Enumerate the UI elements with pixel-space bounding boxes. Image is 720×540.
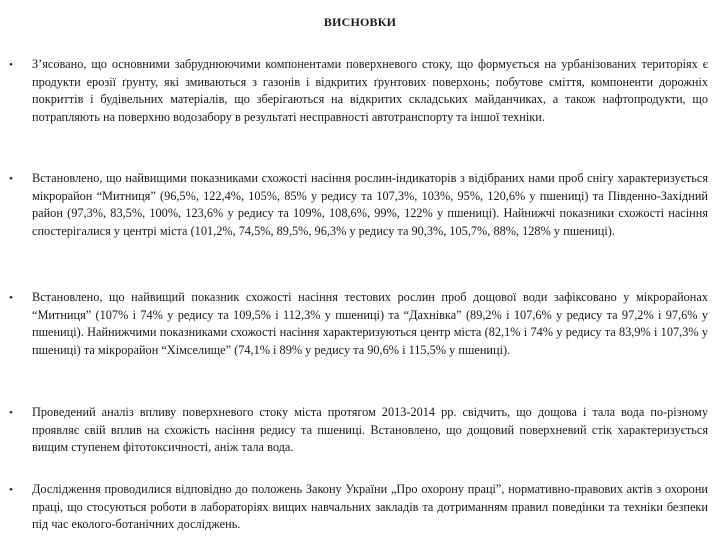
bullet-icon: • [9,292,13,304]
page-title: ВИСНОВКИ [323,15,397,29]
bullet-icon: • [9,173,13,185]
bullet-icon: • [9,484,13,496]
conclusion-text-2: Встановлено, що найвищими показниками схожості насіння рослин-індикаторів з відібраних нами проб снігу характеризується мікрорайон “Митниця” (96,5%, 122,4%, 105%, 85% у редису та 107,3%, 103%, 95%, 120,6% у пшениці) та Південно-Західний район (97,3%, 83,5%, 100%, 123,6% у редису та 109%, 108,6%, 99%, 122% у пшениці). Найнижчі показники схожості насіння спостерігалися у центрі міста (101,2%, 74,5%, 89,5%, 96,3% у редису та 90,3%, 105,7%, 88%, 128% у пшениці). [32,171,708,238]
bullet-icon: • [9,59,13,71]
conclusion-text-3: Встановлено, що найвищий показник схожості насіння тестових рослин проб дощової води зафіксовано у мікрорайонах “Митниця” (107% і 74% у редису та 109,5% і 112,3% у пшениці) та “Дахнівка” (89,2% і 107,6% у редису та 97,2% і 97,6% у пшениці). Найнижчими показниками схожості насіння характеризуються центр міста (82,1% і 74% у редису та 83,9% і 107,3% у пшениці) та мікрорайон “Хімселище” (74,1% і 89% у редису та 90,6% і 115,5% у пшениці). [32,290,708,357]
conclusion-text-4: Проведений аналіз впливу поверхневого стоку міста протягом 2013-2014 рр. свідчить, що дощова і тала вода по-різному проявляє свій вплив на схожість насіння редису та пшениці. Встановлено, що дощовий поверхневий стік характеризується вищим ступенем фітотоксичності, аніж тала вода. [32,405,708,454]
conclusion-text-1: З’ясовано, що основними забруднюючими компонентами поверхневого стоку, що формується на урбанізованих територіях є продукти ерозії ґрунту, які змиваються з газонів і відкритих ґрунтових поверхонь; побутове сміття, компоненти дорожніх покриттів і будівельних матеріалів, що зберігаються на відкритих складських майданчиках, а також нафтопродукти, що потрапляють на поверхню водозабору в результаті несправності автотранспорту та іншої техніки. [32,57,708,124]
bullet-icon: • [9,407,13,419]
conclusion-text-5: Дослідження проводилися відповідно до положень Закону України „Про охорону праці”, нормативно-правових актів з охорони праці, що стосуються роботи в лабораторіях вищих навчальних закладів та дотриманням правил поведінки та техніки безпеки під час еколого-ботанічних досліджень. [32,482,708,531]
